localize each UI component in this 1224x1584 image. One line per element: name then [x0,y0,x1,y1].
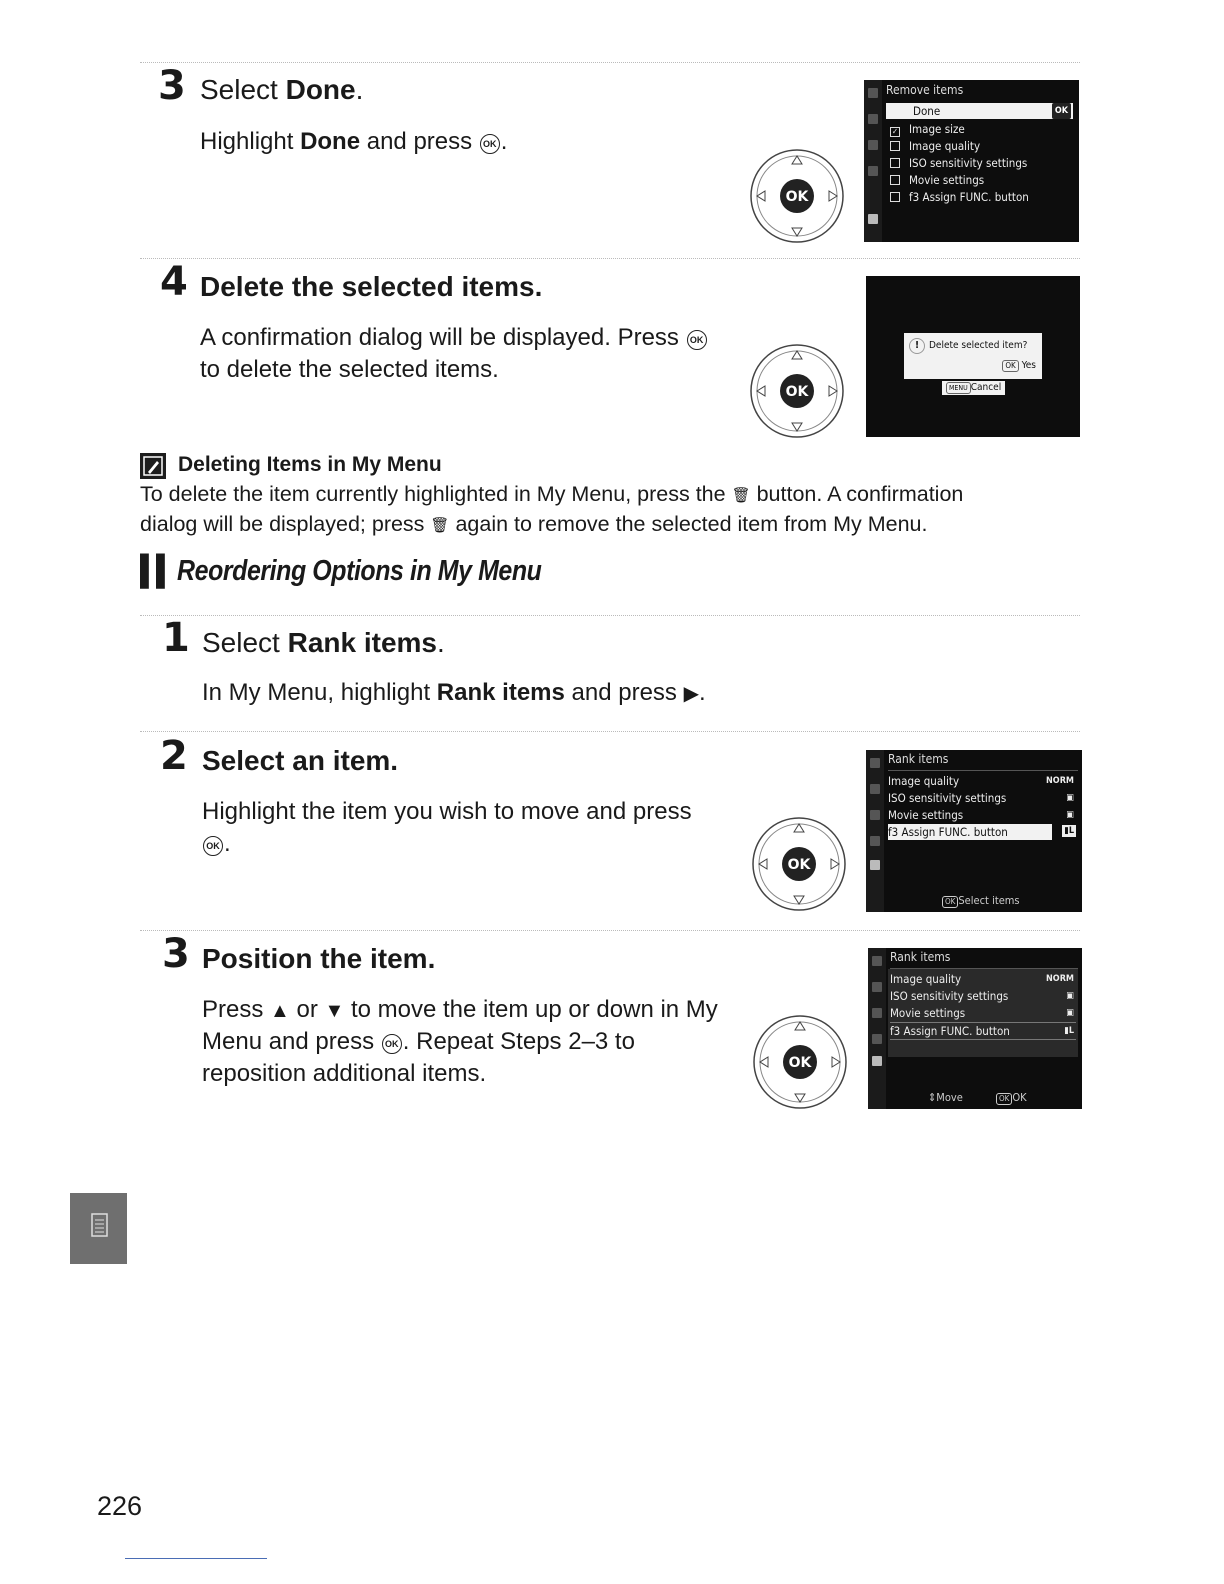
camera-screen-rank-items [866,750,1082,912]
multi-selector-icon [749,343,845,439]
title-text: Select [202,627,288,658]
body-text: . Repeat Steps 2–3 to [402,1028,635,1055]
camera-screen-remove-items [864,80,1079,242]
step-divider [140,62,1080,63]
step-body [200,126,507,158]
item-label: Image size [909,122,965,136]
body-text: . [500,128,508,155]
note-title: Deleting Items in My Menu [178,453,442,476]
item-label: Image quality [890,972,962,986]
yes-label: Yes [1021,360,1036,371]
body-text: Highlight [200,128,301,155]
menu-tab-strip [866,750,884,912]
step-body [202,677,706,710]
pencil-note-icon [140,453,166,479]
ok-badge: OK [996,1093,1012,1105]
item-value: NORM [1046,974,1074,984]
footer-rule [125,1558,267,1559]
camera-screen-rank-move [868,948,1082,1109]
body-text: to move the item up or down in My [344,996,718,1023]
step-number: 1 [162,615,190,661]
title-bold: Done [285,74,356,105]
body-text: . [224,830,231,857]
footer-ok [996,1091,1027,1104]
dial-center-label: OK [785,189,809,205]
item-label: Movie settings [909,173,985,187]
ok-badge: OK [942,896,958,908]
step-divider [140,731,1080,732]
title-text: . [437,627,445,658]
body-text: In My Menu, highlight [202,679,437,706]
section-bars-icon: ▌▌ [140,555,172,587]
body-bold: Rank items [436,679,565,706]
done-row[interactable] [886,103,1073,119]
step-title: Delete the selected items. [200,271,543,302]
body-bold: Done [300,128,361,155]
step-body: reposition additional items. [202,1060,487,1087]
step-divider [140,930,1080,931]
body-text: . [698,679,706,706]
item-value: ▮L [1064,826,1074,836]
item-value: ▮L [1064,1026,1074,1036]
my-menu-icon [70,1193,127,1264]
footer-label: Select items [958,894,1020,907]
menu-badge: MENU [946,382,971,394]
step-body: to delete the selected items. [200,356,499,383]
item-label: Image quality [888,774,960,788]
yes-option[interactable] [1002,360,1036,372]
step-title: Position the item. [202,943,436,974]
screen-footer [942,894,1020,908]
step-body [200,322,708,354]
page-number: 226 [97,1491,143,1521]
item-label: f3 Assign FUNC. button [890,1024,1010,1038]
checkbox-checked-icon: ✓ [891,127,899,136]
step-divider [140,615,1080,616]
ok-button-icon: OK [480,134,500,154]
title-rule [888,770,1078,771]
rank-row-moving[interactable] [890,1022,1076,1040]
item-value: ▣ [1066,991,1074,1001]
rank-row[interactable] [890,988,1076,1004]
cancel-label: Cancel [970,382,1002,393]
checkbox-icon [890,175,900,185]
menu-tab-strip [864,80,882,242]
screen-title: Remove items [886,83,964,97]
rank-row[interactable] [890,971,1076,987]
item-label: f3 Assign FUNC. button [909,190,1029,204]
checkbox-row[interactable] [886,155,1073,171]
step-number: 3 [158,63,186,109]
section-heading [140,553,541,589]
ok-badge: OK [1052,103,1071,119]
step-body [202,828,231,860]
checkbox-icon [890,158,900,168]
note-text: button. A confirmation [750,482,964,506]
rank-row[interactable] [890,1005,1076,1021]
checkbox-row[interactable] [886,189,1073,205]
rank-row[interactable] [888,790,1076,806]
item-label: ISO sensitivity settings [888,791,1007,805]
checkbox-icon [890,141,900,151]
item-label: f3 Assign FUNC. button [888,825,1008,839]
move-icon: ⇕ [928,1091,937,1104]
step-title [202,626,445,660]
step-number: 2 [160,733,188,779]
item-label: Image quality [909,139,981,153]
ok-badge: OK [1002,360,1018,372]
step-number: 4 [160,259,188,305]
menu-tab-strip [868,948,886,1109]
step-number: 3 [162,931,190,977]
trash-icon: 🗑 [430,517,450,534]
right-arrow-icon: ▶ [683,683,699,705]
rank-row[interactable] [888,807,1076,823]
down-arrow-icon: ▼ [324,1000,345,1022]
up-arrow-icon: ▲ [270,1000,290,1022]
item-value: ▣ [1066,1008,1074,1018]
checkbox-row[interactable] [886,138,1073,154]
done-label: Done [913,104,941,118]
footer-ok-label: OK [1012,1091,1027,1104]
screen-footer [928,1091,1027,1105]
checkbox-row[interactable] [886,121,1073,137]
camera-screen-delete-confirm [866,276,1080,437]
ok-button-icon: OK [203,836,223,856]
item-label: ISO sensitivity settings [909,156,1028,170]
confirm-dialog [904,333,1042,379]
cancel-option[interactable] [942,381,1005,395]
step-body: Highlight the item you wish to move and press [202,798,692,825]
item-label: Movie settings [888,808,964,822]
dial-center-label: OK [787,857,811,873]
note-body [140,480,1070,540]
multi-selector-icon [749,148,845,244]
body-text: or [289,996,325,1023]
footer-move-label: Move [936,1091,963,1104]
title-bold: Rank items [287,627,438,658]
screen-title: Rank items [890,950,951,964]
item-value: NORM [1046,776,1074,786]
screen-title: Rank items [888,752,949,766]
ok-button-icon: OK [382,1034,402,1054]
warning-icon: ! [909,338,925,354]
body-text: Press [202,996,271,1023]
body-text: and press [360,128,479,155]
title-text: . [355,74,364,105]
checkbox-row[interactable] [886,172,1073,188]
item-label: ISO sensitivity settings [890,989,1009,1003]
checkbox-icon [890,192,900,202]
step-body [202,994,718,1027]
chapter-tab [70,1193,127,1264]
note-text: dialog will be displayed; press [140,512,431,536]
multi-selector-icon [751,816,847,912]
item-value: ▣ [1066,793,1074,803]
item-value: ▣ [1066,810,1074,820]
body-text: Menu and press [202,1028,381,1055]
dial-center-label: OK [788,1055,812,1071]
rank-row[interactable] [888,773,1076,789]
step-body [202,1026,635,1058]
rank-row-highlighted[interactable] [888,824,1052,840]
title-text: Select [200,74,286,105]
item-label: Movie settings [890,1006,966,1020]
body-text: and press [564,679,684,706]
body-text: A confirmation dialog will be displayed. Press [200,324,686,351]
trash-icon: 🗑 [731,487,751,504]
dial-center-label: OK [785,384,809,400]
step-title [200,73,363,107]
step-title: Select an item. [202,745,399,776]
note-text: again to remove the selected item from My Menu. [449,512,928,536]
multi-selector-icon [752,1014,848,1110]
section-title: Reordering Options in My Menu [177,555,542,587]
ok-button-icon: OK [687,330,707,350]
step-divider [140,258,1080,259]
note-text: To delete the item currently highlighted in My Menu, press the [140,482,732,506]
confirm-question: Delete selected item? [929,340,1028,351]
